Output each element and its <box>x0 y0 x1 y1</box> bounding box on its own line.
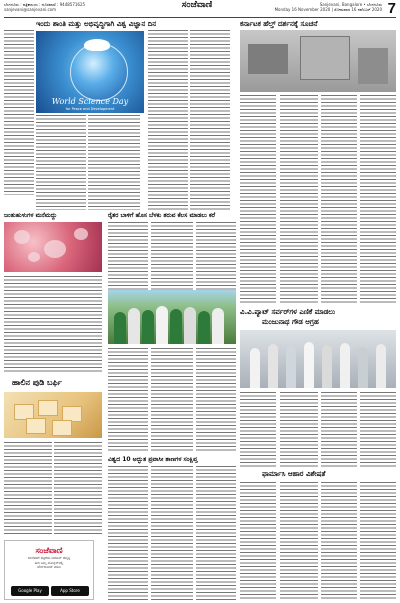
text-column <box>280 95 318 305</box>
food-headline: ಫಾರ್ಮಾಸಿ ಆಹಾರ ವಿಶೇಷತೆ <box>262 470 326 478</box>
karnataka-headline: ಕರ್ನಾಟಕ ಹೆಲ್ತ್ ದರ್ಶನಕ್ಕೆ ಸೂಚನೆ <box>240 20 318 28</box>
text-column <box>196 466 236 600</box>
masthead-rule <box>4 17 396 18</box>
image-title: World Science Day <box>51 97 129 106</box>
app-promo <box>4 540 94 600</box>
farmers-headline: ರೈತರ ಬಾಳಿಗೆ ಹೊಸ ಬೆಳಕು ತರುವ ಕೆಲಸ ಮಾಡಲು ಕರೆ <box>108 212 216 219</box>
text-column <box>360 392 396 467</box>
text-column <box>4 442 52 536</box>
text-column <box>360 95 396 305</box>
text-column <box>360 482 396 600</box>
science-day-image <box>36 31 144 113</box>
text-column <box>148 30 188 210</box>
page-number: 7 <box>387 0 396 17</box>
sweet-photo <box>4 392 102 438</box>
text-column <box>280 482 318 600</box>
edition-line: Sanjevani, Bangalore • ಬೆಂಗಳೂರು <box>319 2 382 7</box>
promo-line-2: ಈಗ ನಿಮ್ಮ ಮೊಬೈಲ್‌ನಲ್ಲಿ <box>34 560 64 565</box>
app-store-badge[interactable]: App Store <box>51 586 89 596</box>
text-column <box>36 115 86 210</box>
promo-line-1: ಸಂಜೆವಾಣಿ ಪತ್ರಿಕೆಯ ಡಿಜಿಟಲ್ ಆವೃತ್ತಿ <box>27 556 71 560</box>
text-column <box>151 466 193 600</box>
recipe-headline: ಹಾಲಿನ ಪುಡಿ ಬರ್ಫಿ <box>12 378 62 387</box>
text-column <box>196 348 236 452</box>
text-column <box>4 30 34 195</box>
promo-brand: ಸಂಜೆವಾಣಿ <box>35 545 63 555</box>
text-column <box>321 95 357 305</box>
image-subtitle: for Peace and Development <box>65 107 115 111</box>
text-column <box>321 482 357 600</box>
text-column <box>88 115 140 210</box>
text-column <box>240 95 276 305</box>
text-column <box>4 276 102 372</box>
text-column <box>151 348 193 452</box>
promo-line-3: ಡೌನ್‌ಲೋಡ್ ಮಾಡಿ <box>37 565 61 569</box>
text-column <box>321 392 357 467</box>
event-photo <box>108 290 236 344</box>
text-column <box>108 466 148 600</box>
text-column <box>190 30 230 210</box>
vvpat-headline: ವಿ.ವಿ.ಪ್ಯಾಟ್ ಸರ್ವರ್‌ಗಳ ಎಣಿಕೆ ಮಾಡಲು <box>240 308 336 316</box>
date-line: Monday 16 November 2020 | ಸೋಮವಾರ 16 ನವೆಂಬರ್ 2020 <box>274 7 382 12</box>
officials-photo <box>240 330 396 388</box>
email-info: sanjevani@sanjevani.com <box>4 7 57 12</box>
factory-photo <box>240 30 396 92</box>
vvpat-subhead: ಮಂಜುನಾಥ ಗೌಡ ಆಗ್ರಹ <box>262 318 319 326</box>
dove-graphic <box>84 39 110 51</box>
brand-logo: ಸಂಜೆವಾಣಿ <box>181 0 213 10</box>
text-column <box>240 482 276 600</box>
text-column <box>54 442 102 536</box>
protest-headline: ವಿಶ್ವದ 10 ಅದ್ಭುತ ಪ್ರವಾಸೀ ತಾಣಗಳ ಸಂಕ್ಷಿಪ್ತ <box>108 456 198 463</box>
text-column <box>240 392 276 467</box>
contact-info: ಬೆಂಗಳೂರು : ಪತ್ರಿಕಾಲಯ : ದೂರವಾಣಿ : 9448571625 <box>4 2 86 7</box>
health-headline: ಜಂತುಹುಳುಗಳ ಮನೆಮದ್ದು <box>4 212 57 219</box>
text-column <box>280 392 318 467</box>
globe-graphic <box>70 43 128 101</box>
text-column <box>108 348 148 452</box>
google-play-badge[interactable]: Google Play <box>11 586 49 596</box>
science-day-headline: ಇಂದು ಶಾಂತಿ ಮತ್ತು ಅಭಿವೃದ್ಧಿಗಾಗಿ ವಿಶ್ವ ವಿಜ್ಞಾನ ದಿನ <box>36 20 157 28</box>
microscope-photo <box>4 222 102 272</box>
